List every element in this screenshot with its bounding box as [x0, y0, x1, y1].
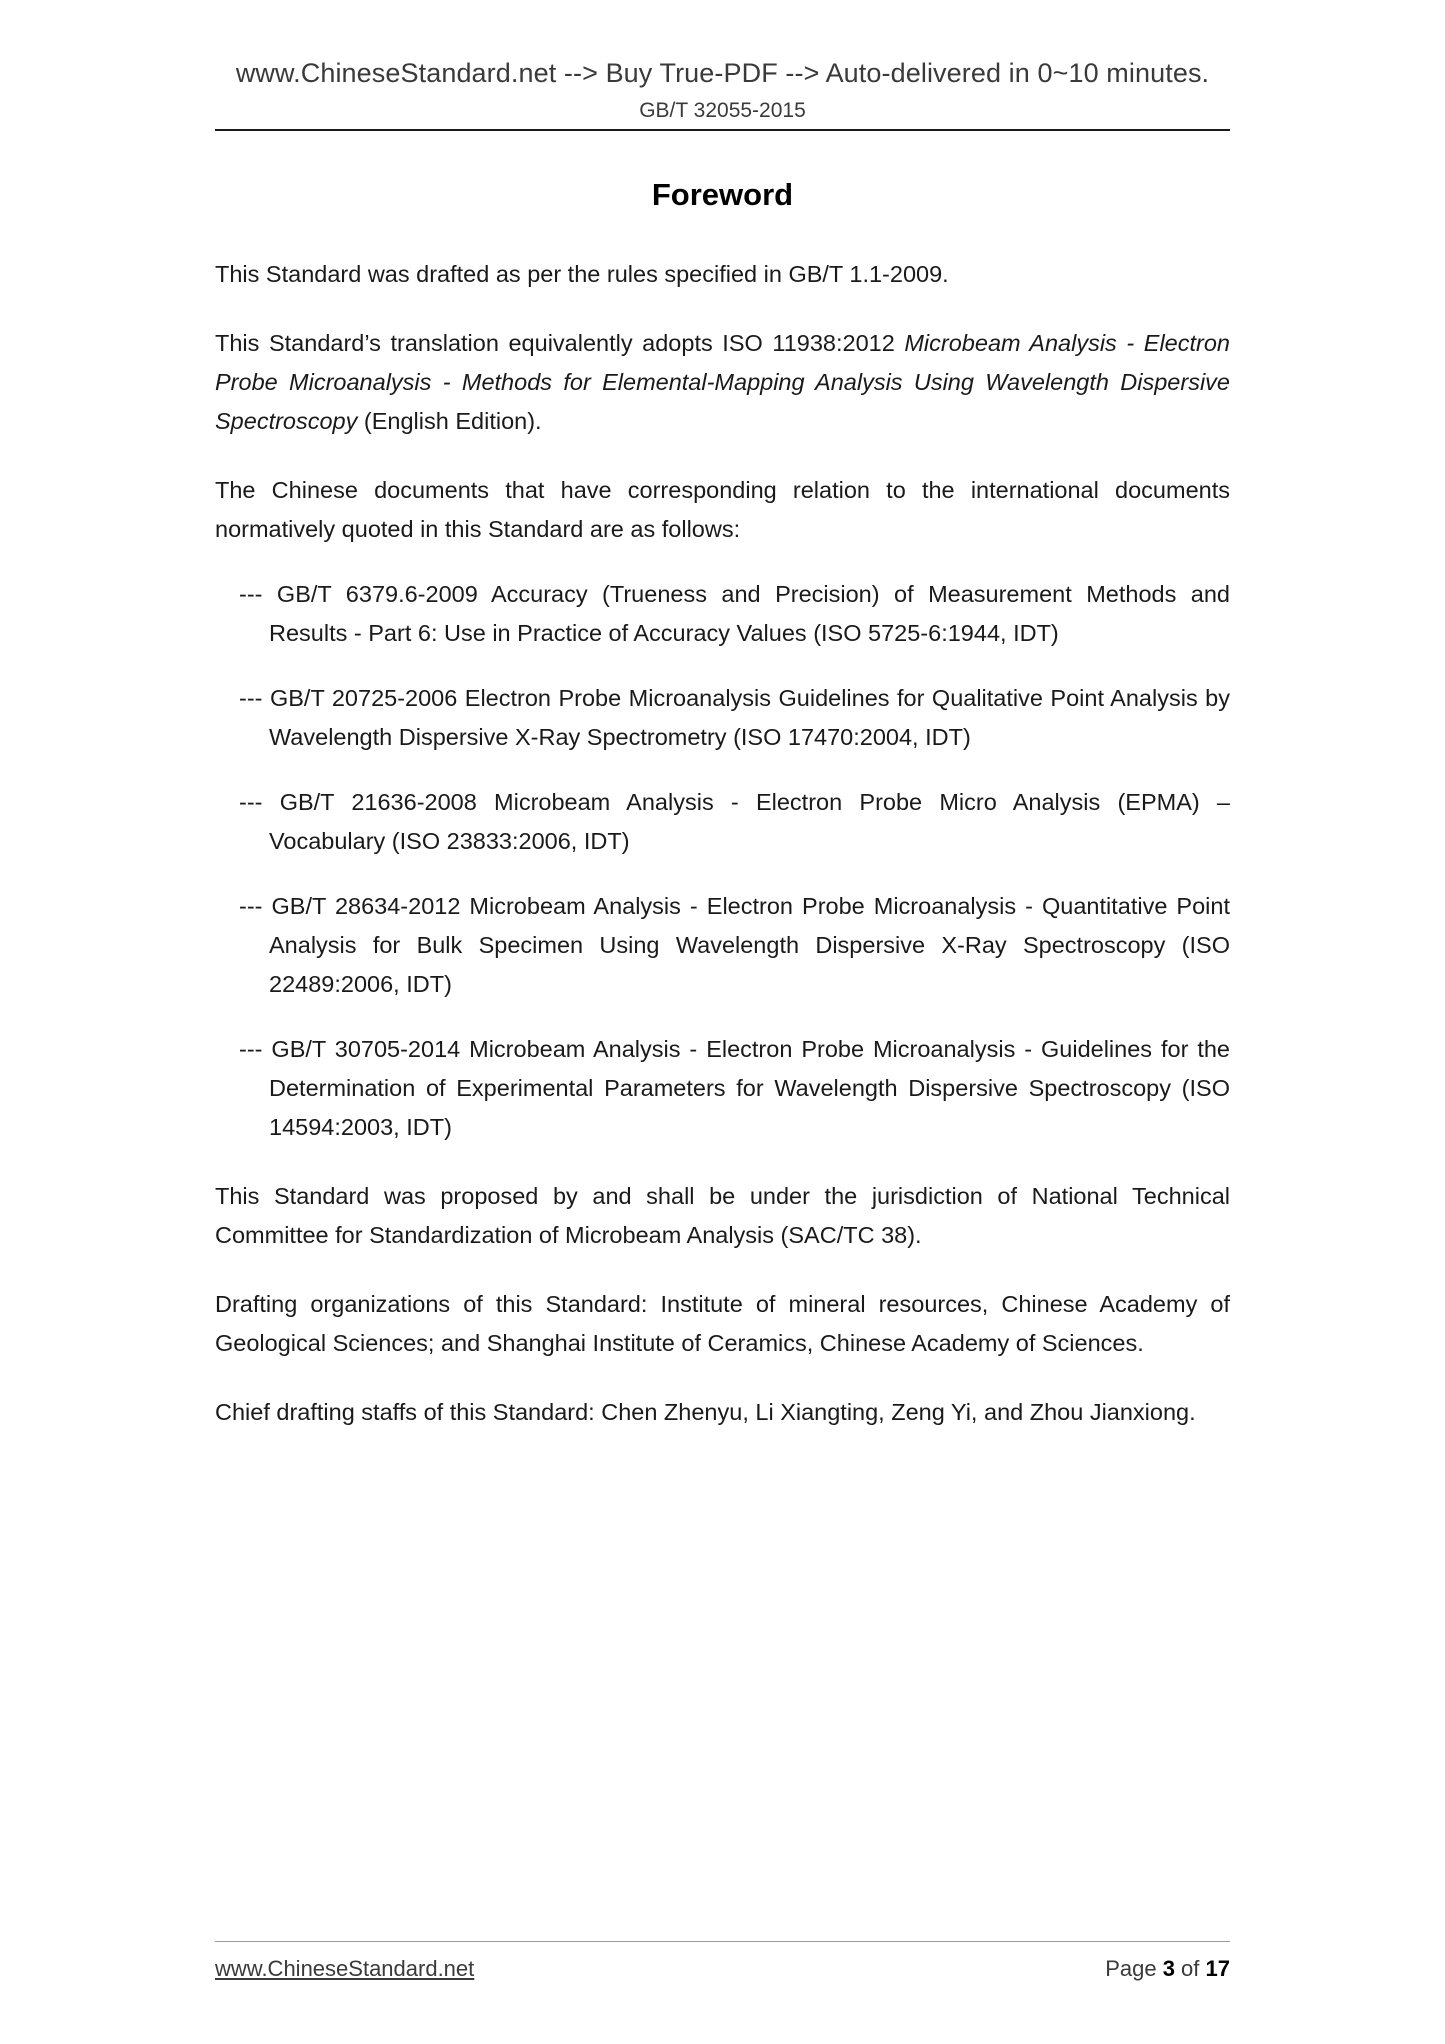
page-total: 17: [1205, 1956, 1230, 1981]
promo-banner: www.ChineseStandard.net --> Buy True-PDF --> Auto-delivered in 0~10 minutes.: [235, 58, 1210, 88]
paragraph-chief-drafting-staff: Chief drafting staffs of this Standard: Chen Zhenyu, Li Xiangting, Zeng Yi, and Zhou Jianxiong.: [215, 1399, 1196, 1425]
paragraph-jurisdiction: This Standard was proposed by and shall be under the jurisdiction of National Technical Committee for Standardization of Microbeam Analysis (SAC/TC 38).: [215, 1183, 1230, 1248]
list-item: --- GB/T 21636-2008 Microbeam Analysis - Electron Probe Micro Analysis (EPMA) – Vocabulary (ISO 23833:2006, IDT): [239, 789, 1230, 854]
reference-list: [215, 575, 1230, 1147]
footer-site-link[interactable]: www.ChineseStandard.net: [215, 1956, 475, 1981]
list-item: --- GB/T 6379.6-2009 Accuracy (Trueness and Precision) of Measurement Methods and Results - Part 6: Use in Practice of Accuracy Values (ISO 5725-6:1944, IDT): [239, 581, 1230, 646]
translation-tail: (English Edition).: [357, 408, 542, 434]
paragraph-drafting-rules: This Standard was drafted as per the rules specified in GB/T 1.1-2009.: [215, 261, 949, 287]
page-footer: [215, 1941, 1230, 1982]
page-prefix: Page: [1105, 1956, 1163, 1981]
standard-code: GB/T 32055-2015: [639, 99, 806, 122]
page-number-indicator: [1105, 1956, 1230, 1982]
list-item: --- GB/T 28634-2012 Microbeam Analysis - Electron Probe Microanalysis - Quantitative Point Analysis for Bulk Specimen Using Wavelength Dispersive X-Ray Spectroscopy (ISO 22489:2006, IDT): [239, 893, 1230, 997]
page-middle: of: [1174, 1956, 1206, 1981]
header-divider: [215, 129, 1230, 131]
footer-divider: [215, 1941, 1230, 1942]
page-title: Foreword: [651, 177, 794, 212]
paragraph-drafting-organizations: Drafting organizations of this Standard: Institute of mineral resources, Chinese Academy of Geological Sciences; and Shanghai Institute of Ceramics, Chinese Academy of Sciences.: [215, 1291, 1230, 1356]
list-item: --- GB/T 30705-2014 Microbeam Analysis - Electron Probe Microanalysis - Guidelines for the Determination of Experimental Parameters for Wavelength Dispersive Spectroscopy (ISO 14594:2003, IDT): [239, 1036, 1230, 1140]
paragraph-translation-adoption: [215, 324, 1230, 441]
translation-lead: This Standard’s translation equivalently adopts ISO 11938:2012: [215, 330, 905, 356]
iso-title-italic: Microbeam Analysis - Electron Probe Microanalysis - Methods for Elemental-Mapping Analysis Using Wavelength Dispersive Spectroscopy: [215, 330, 1230, 434]
paragraph-corresponding-documents: The Chinese documents that have corresponding relation to the international documents normatively quoted in this Standard are as follows:: [215, 477, 1230, 542]
page-current: 3: [1162, 1956, 1175, 1981]
list-item: --- GB/T 20725-2006 Electron Probe Microanalysis Guidelines for Qualitative Point Analysis by Wavelength Dispersive X-Ray Spectrometry (ISO 17470:2004, IDT): [239, 685, 1230, 750]
